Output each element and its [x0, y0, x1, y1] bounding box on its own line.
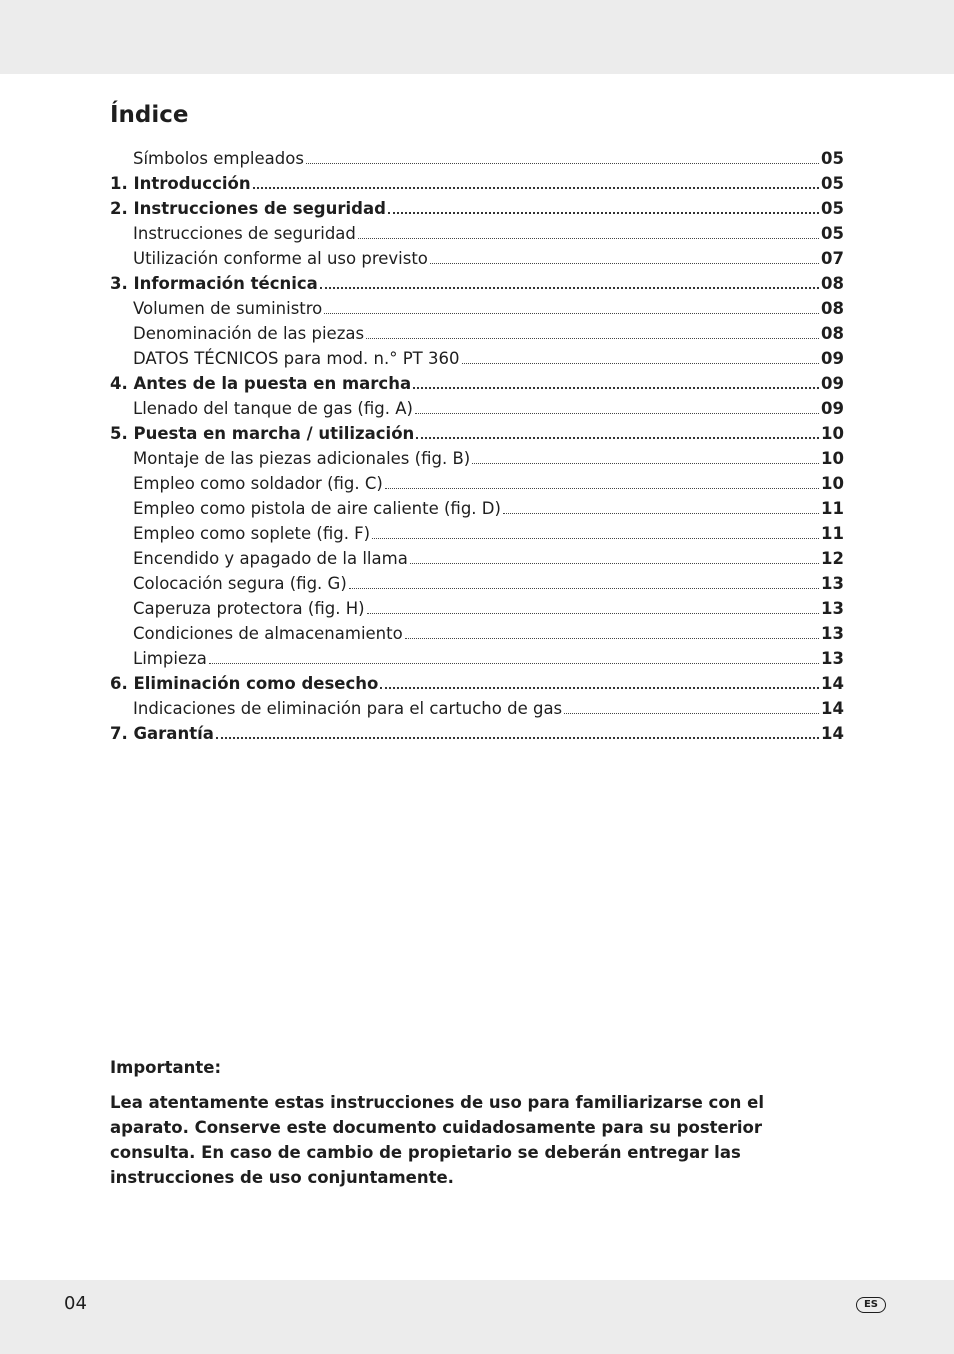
- toc-entry-label: 5. Puesta en marcha / utilización: [110, 424, 415, 443]
- page-title: Índice: [110, 102, 189, 128]
- toc-entry[interactable]: [110, 146, 844, 171]
- toc-dot-leader: [366, 337, 819, 339]
- toc-entry-label: Encendido y apagado de la llama: [133, 549, 408, 568]
- toc-dot-leader: [413, 386, 819, 389]
- toc-entry-page: 05: [821, 174, 844, 193]
- toc-entry-page: 10: [821, 424, 844, 443]
- toc-dot-leader: [253, 186, 819, 189]
- toc-entry-label: 7. Garantía: [110, 724, 214, 743]
- toc-entry[interactable]: [110, 196, 844, 221]
- toc-entry-page: 05: [821, 199, 844, 218]
- toc-entry[interactable]: [110, 321, 844, 346]
- toc-entry-page: 09: [821, 374, 844, 393]
- toc-dot-leader: [324, 312, 819, 314]
- toc-entry-label: Símbolos empleados: [133, 149, 304, 168]
- toc-entry[interactable]: [110, 296, 844, 321]
- toc-dot-leader: [410, 562, 819, 564]
- toc-entry-page: 14: [821, 674, 844, 693]
- toc-entry-label: Limpieza: [133, 649, 207, 668]
- toc-entry-label: Utilización conforme al uso previsto: [133, 249, 428, 268]
- toc-entry[interactable]: [110, 246, 844, 271]
- toc-dot-leader: [503, 512, 819, 514]
- toc-entry-page: 13: [821, 599, 844, 618]
- toc-entry[interactable]: [110, 521, 844, 546]
- toc-entry-label: Empleo como soldador (fig. C): [133, 474, 383, 493]
- toc-entry-label: 3. Información técnica: [110, 274, 318, 293]
- toc-entry[interactable]: [110, 546, 844, 571]
- toc-entry-label: Empleo como pistola de aire caliente (fig. D): [133, 499, 501, 518]
- toc-dot-leader: [349, 587, 819, 589]
- toc-entry-label: Denominación de las piezas: [133, 324, 365, 343]
- toc-entry-page: 09: [821, 349, 844, 368]
- toc-entry[interactable]: [110, 221, 844, 246]
- toc-dot-leader: [405, 637, 819, 639]
- toc-entry-page: 05: [821, 149, 844, 168]
- toc-entry-page: 14: [821, 724, 844, 743]
- toc-dot-leader: [216, 736, 819, 739]
- toc-entry-label: Montaje de las piezas adicionales (fig. B): [133, 449, 471, 468]
- toc-entry[interactable]: [110, 171, 844, 196]
- toc-entry[interactable]: [110, 596, 844, 621]
- toc-entry-label: Instrucciones de seguridad: [133, 224, 356, 243]
- toc-entry-label: 1. Introducción: [110, 174, 251, 193]
- toc-dot-leader: [306, 162, 819, 164]
- toc-entry-label: Empleo como soplete (fig. F): [133, 524, 371, 543]
- toc-dot-leader: [564, 712, 819, 714]
- toc-entry[interactable]: [110, 346, 844, 371]
- toc-entry-page: 08: [821, 299, 844, 318]
- toc-entry-label: Indicaciones de eliminación para el cartucho de gas: [133, 699, 563, 718]
- header-band: [0, 0, 954, 74]
- toc-entry-page: 07: [821, 249, 844, 268]
- toc-entry-label: Colocación segura (fig. G): [133, 574, 347, 593]
- toc-entry[interactable]: [110, 446, 844, 471]
- page-number: 04: [64, 1293, 87, 1314]
- toc-entry-page: 14: [821, 699, 844, 718]
- notice-heading: Importante:: [110, 1058, 222, 1077]
- toc-entry[interactable]: [110, 571, 844, 596]
- toc-entry-page: 13: [821, 574, 844, 593]
- toc-dot-leader: [415, 412, 819, 414]
- toc-entry[interactable]: [110, 696, 844, 721]
- toc-dot-leader: [462, 362, 820, 364]
- toc-dot-leader: [388, 211, 819, 214]
- toc-entry-page: 08: [821, 324, 844, 343]
- language-badge: ES: [856, 1297, 886, 1313]
- toc-dot-leader: [472, 462, 819, 464]
- toc-entry-page: 13: [821, 624, 844, 643]
- toc-entry-label: Caperuza protectora (fig. H): [133, 599, 365, 618]
- toc-entry[interactable]: [110, 471, 844, 496]
- toc-entry-page: 11: [821, 524, 844, 543]
- toc-entry[interactable]: [110, 421, 844, 446]
- toc-dot-leader: [209, 662, 819, 664]
- toc-entry-page: 12: [821, 549, 844, 568]
- toc-dot-leader: [372, 537, 819, 539]
- toc-entry-label: 4. Antes de la puesta en marcha: [110, 374, 412, 393]
- toc-dot-leader: [385, 487, 819, 489]
- footer-band: [0, 1280, 954, 1354]
- toc-entry-page: 08: [821, 274, 844, 293]
- toc-entry[interactable]: [110, 396, 844, 421]
- toc-dot-leader: [320, 286, 819, 289]
- toc-entry-label: 6. Eliminación como desecho: [110, 674, 379, 693]
- toc-entry[interactable]: [110, 371, 844, 396]
- toc-entry-page: 11: [821, 499, 844, 518]
- toc-entry-page: 09: [821, 399, 844, 418]
- toc-entry-label: Volumen de suministro: [133, 299, 323, 318]
- notice-text: Lea atentamente estas instrucciones de uso para familiarizarse con el aparato. Conserve este documento cuidadosamente para su posterior consulta. En caso de cambio de propietario se deberán entregar las instrucciones de uso conjuntamente.: [110, 1093, 765, 1187]
- toc-entry[interactable]: [110, 671, 844, 696]
- toc-entry[interactable]: [110, 646, 844, 671]
- toc-entry[interactable]: [110, 621, 844, 646]
- toc-entry[interactable]: [110, 721, 844, 746]
- toc-entry[interactable]: [110, 496, 844, 521]
- toc-entry-label: Llenado del tanque de gas (fig. A): [133, 399, 413, 418]
- toc-entry-page: 10: [821, 474, 844, 493]
- toc-dot-leader: [367, 612, 819, 614]
- table-of-contents: [110, 146, 844, 746]
- toc-entry[interactable]: [110, 271, 844, 296]
- toc-dot-leader: [380, 686, 819, 689]
- toc-entry-page: 13: [821, 649, 844, 668]
- toc-dot-leader: [430, 262, 819, 264]
- toc-dot-leader: [416, 436, 819, 439]
- toc-entry-label: 2. Instrucciones de seguridad: [110, 199, 386, 218]
- toc-entry-label: DATOS TÉCNICOS para mod. n.° PT 360: [133, 349, 460, 368]
- toc-dot-leader: [358, 237, 819, 239]
- toc-entry-page: 10: [821, 449, 844, 468]
- toc-entry-label: Condiciones de almacenamiento: [133, 624, 403, 643]
- toc-entry-page: 05: [821, 224, 844, 243]
